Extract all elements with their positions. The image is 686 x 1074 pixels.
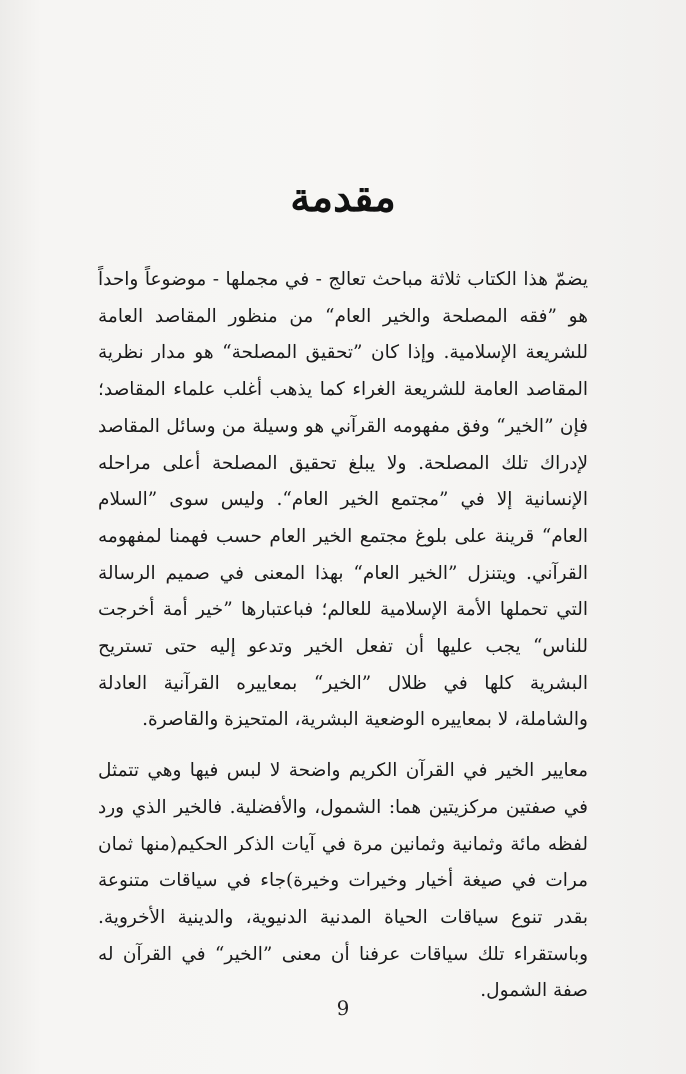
chapter-title: مقدمة [290, 174, 396, 221]
body-text [98, 262, 588, 1010]
page-number: 9 [336, 996, 350, 1020]
paragraph-1: يضمّ هذا الكتاب ثلاثة مباحث تعالج - في مجملها - موضوعاً واحداً هو ”فقه المصلحة والخير العام“ من منظور المقاصد العامة للشريعة الإسلامية. وإذا كان ”تحقيق المصلحة“ هو مدار نظرية المقاصد العامة للشريعة الغراء كما يذهب أغلب علماء المقاصد؛ فإن ”الخير“ وفق مفهومه القرآني هو وسيلة من وسائل المقاصد لإدراك تلك المصلحة. ولا يبلغ تحقيق المصلحة أعلى مراحله الإنسانية إلا في ”مجتمع الخير العام“. وليس سوى ”السلام العام“ قرينة على بلوغ مجتمع الخير العام حسب فهمنا لمفهومه القرآني. ويتنزل ”الخير العام“ بهذا المعنى في صميم الرسالة التي تحملها الأمة الإسلامية للعالم؛ فباعتبارها ”خير أمة أخرجت للناس“ يجب عليها أن تفعل الخير وتدعو إليه حتى تستريح البشرية كلها في ظلال ”الخير“ بمعاييره القرآنية العادلة والشاملة، لا بمعاييره الوضعية البشرية، المتحيزة والقاصرة. [98, 269, 588, 731]
paragraph-2: معايير الخير في القرآن الكريم واضحة لا لبس فيها وهي تتمثل في صفتين مركزيتين هما: الشمول، والأفضلية. فالخير الذي ورد لفظه مائة وثمانية وثمانين مرة في آيات الذكر الحكيم(منها ثمان مرات في صيغة أخيار وخيرات وخيرة)جاء في سياقات متنوعة بقدر تنوع سياقات الحياة المدنية الدنيوية، والدينية الأخروية. وباستقراء تلك سياقات عرفنا أن معنى ”الخير“ في القرآن له صفة الشمول. [98, 760, 588, 1002]
